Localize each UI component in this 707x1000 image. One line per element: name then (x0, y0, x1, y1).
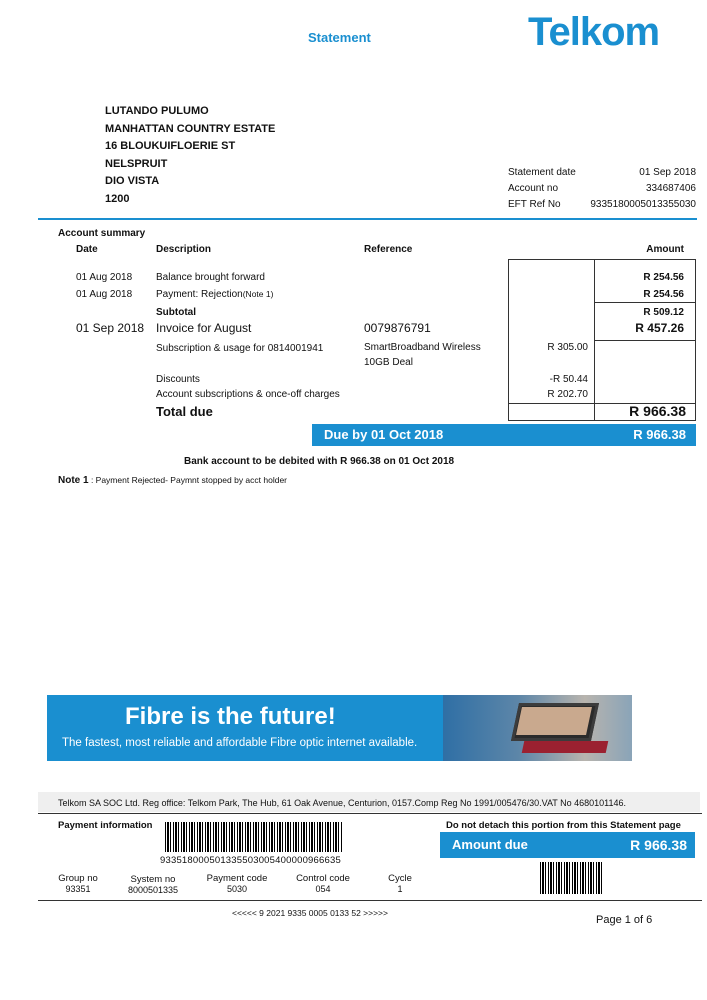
account-no: 334687406 (645, 183, 696, 194)
cycle-label: Cycle (388, 873, 412, 884)
row-description: Balance brought forward (156, 272, 265, 283)
discounts-description: Discounts (156, 374, 200, 385)
payment-code (200, 873, 274, 894)
invoice-date: 01 Sep 2018 (76, 321, 145, 335)
subscription-amount: R 305.00 (547, 342, 588, 353)
subtotal-amount: R 509.12 (643, 307, 684, 318)
group-no (50, 873, 106, 894)
debit-text: Bank account to be debited with R 966.38 on 01 Oct 2018 (184, 456, 455, 467)
address-line: DIO VISTA (105, 175, 160, 187)
control-code-label: Control code (296, 873, 350, 884)
ocr-line: <<<<< 9 2021 9335 0005 0133 52 >>>>> (232, 908, 388, 918)
address-line: LUTANDO PULUMO (105, 105, 209, 117)
due-by-label: Due by 01 Oct 2018 (324, 427, 444, 442)
total-due-label: Total due (156, 404, 213, 419)
account-no-label: Account no (508, 183, 559, 194)
keyboard-image (522, 741, 609, 753)
cycle (382, 873, 418, 894)
address-line: MANHATTAN COUNTRY ESTATE (105, 122, 276, 135)
fibre-banner[interactable] (47, 695, 632, 761)
system-no (120, 874, 186, 895)
page-title: Statement (308, 30, 371, 45)
system-no-label: System no (130, 874, 176, 885)
payment-code-label: Payment code (206, 873, 268, 884)
invoice-amount: R 457.26 (635, 321, 684, 335)
payment-info-label: Payment information (58, 820, 153, 831)
company-info: Telkom SA SOC Ltd. Reg office: Telkom Park, The Hub, 61 Oak Avenue, Centurion, 0157.Comp Reg No 1991/005476/30.VAT No 4680101146. (38, 792, 700, 812)
subscription-description: Subscription & usage for 0814001941 (156, 343, 324, 354)
payment-barcode (165, 822, 343, 852)
address-line: 16 BLOUKUIFLOERIE ST (105, 140, 236, 152)
amount-due-bar (440, 832, 695, 858)
col-reference: Reference (364, 244, 413, 255)
header-divider (38, 218, 697, 220)
control-code (288, 873, 358, 894)
page-number: Page 1 of 6 (596, 914, 653, 926)
detach-notice: Do not detach this portion from this Statement page (446, 820, 681, 831)
note (58, 475, 287, 486)
note-label: Note 1 (58, 475, 89, 486)
address-line: NELSPRUIT (105, 157, 168, 170)
note-reference: (Note 1) (242, 289, 274, 299)
once-off-description: Account subscriptions & once-off charges (156, 389, 340, 400)
amount-due-value: R 966.38 (630, 837, 687, 853)
statement-date: 01 Sep 2018 (639, 167, 696, 178)
footer-divider (38, 813, 702, 814)
group-no-value: 93351 (65, 884, 91, 894)
total-due-amount: R 966.38 (629, 403, 686, 419)
invoice-reference: 0079876791 (364, 321, 431, 335)
system-no-value: 8000501335 (127, 885, 179, 895)
address-line: 1200 (105, 192, 130, 205)
col-description: Description (156, 244, 212, 255)
control-code-value: 054 (315, 884, 331, 894)
subtotal-label: Subtotal (156, 307, 196, 318)
amount-due-label: Amount due (452, 837, 528, 852)
subscription-reference: 10GB Deal (364, 357, 413, 368)
row-date: 01 Aug 2018 (76, 272, 133, 283)
banner-subtext: The fastest, most reliable and affordable Fibre optic internet available. (62, 737, 418, 749)
table-line (508, 420, 696, 421)
note-text: : Payment Rejected- Paymnt stopped by acct holder (90, 475, 288, 485)
subscription-reference: SmartBroadband Wireless (364, 342, 481, 353)
table-line (508, 259, 509, 420)
cycle-value: 1 (397, 884, 403, 894)
summary-heading: Account summary (58, 228, 146, 239)
discounts-amount: -R 50.44 (549, 374, 588, 385)
row-description: Payment: Rejection(Note 1) (156, 289, 274, 300)
col-date: Date (76, 244, 98, 255)
table-line (594, 340, 696, 341)
row-amount: R 254.56 (643, 272, 684, 283)
col-amount: Amount (646, 244, 684, 255)
small-barcode (540, 862, 604, 894)
once-off-amount: R 202.70 (547, 389, 588, 400)
telkom-logo: Telkom (528, 10, 660, 54)
row-amount: R 254.56 (643, 289, 684, 300)
due-by-amount: R 966.38 (633, 427, 686, 442)
invoice-description: Invoice for August (156, 321, 252, 335)
due-by-bar (312, 424, 696, 446)
banner-headline: Fibre is the future! (125, 703, 336, 730)
payment-code-value: 5030 (226, 884, 248, 894)
eft-ref: 9335180005013355030 (590, 199, 696, 210)
group-no-label: Group no (58, 873, 98, 884)
customer-address (105, 103, 275, 208)
barcode-number: 933518000501335503005400000966635 (160, 855, 341, 866)
statement-date-label: Statement date (508, 167, 576, 178)
footer-divider-bottom (38, 900, 702, 901)
eft-ref-label: EFT Ref No (508, 199, 561, 210)
table-line (508, 259, 696, 260)
table-line (594, 302, 696, 303)
tablet-screen-image (516, 707, 592, 735)
statement-meta (508, 165, 696, 213)
row-date: 01 Aug 2018 (76, 289, 133, 300)
